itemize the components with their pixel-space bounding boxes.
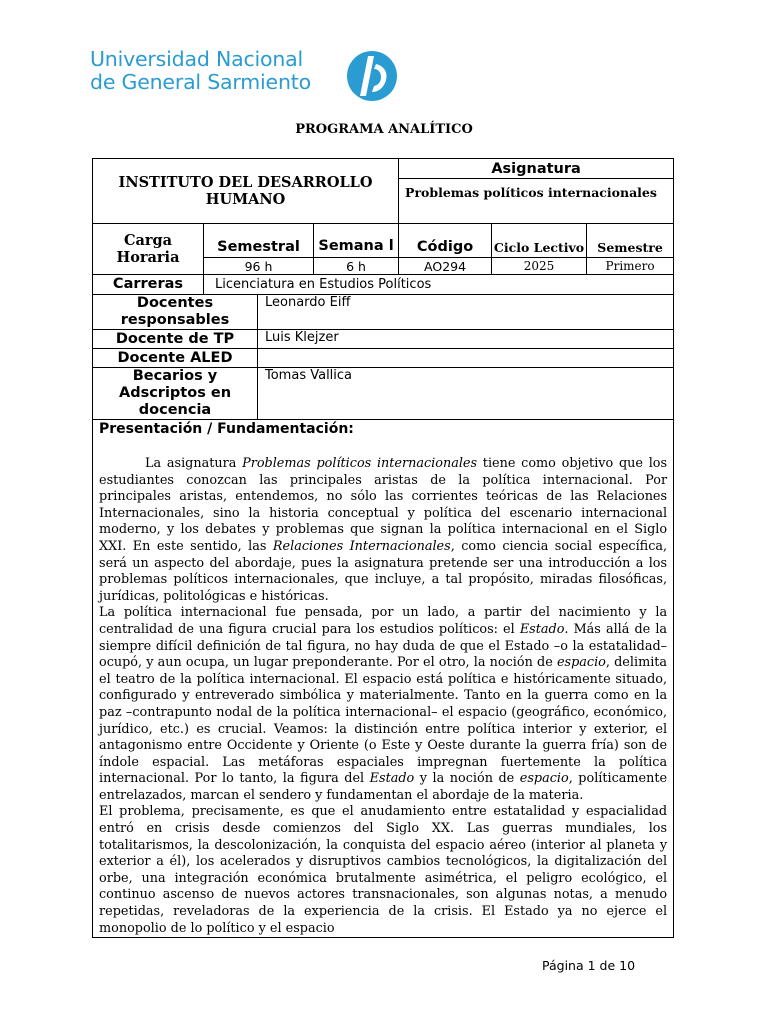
presentacion-body [99, 456, 667, 937]
semestral-label: Semestral [204, 224, 314, 258]
becarios-value: Tomas Vallica [258, 368, 674, 420]
paragraph-2: La política internacional fue pensada, por un lado, a partir del nacimiento y la centralidad de una figura crucial para los estudios políticos: el Estado. Más allá de la siempre difícil definición de tal figura, no hay duda de que el Estado –o la estatalidad– ocupó, y aun ocupa, un lugar preponderante. Por el otro, la noción de espacio, delimita el teatro de la política internacional. El espacio está política e históricamente situado, configurado y entreverado simbólica y materialmente. Tanto en la guerra como en la paz –contrapunto nodal de la política internacional– el espacio (geográfico, económico, jurídico, etc.) es crucial. Veamos: la distinción entre política interior y exterior, el antagonismo entre Occidente y Oriente (o Este y Oeste durante la guerra fría) son de índole espacial. Las metáforas espaciales impregnan fuertemente la política internacional. Por lo tanto, la figura del Estado y la noción de espacio, políticamente entrelazados, marcan el sendero y fundamentan el abordaje de la materia. [99, 605, 668, 803]
carga-horaria-label: Carga Horaria [93, 224, 204, 275]
italic-term: Estado [519, 621, 565, 637]
codigo-label: Código [399, 224, 492, 258]
italic-term: espacio [519, 771, 569, 787]
italic-term: Problemas políticos internacionales [242, 456, 478, 471]
docente-aled-label: Docente ALED [93, 349, 258, 368]
semestre-label: Semestre [587, 224, 674, 258]
logo-text [90, 48, 311, 94]
docente-tp-label: Docente de TP [93, 330, 258, 349]
page-number: Página 1 de 10 [542, 958, 636, 973]
ungs-emblem-icon [346, 50, 398, 102]
asignatura-label: Asignatura [399, 159, 674, 179]
docente-tp-value: Luis Klejzer [258, 330, 674, 349]
semestral-value: 96 h [204, 258, 314, 275]
document-title: PROGRAMA ANALÍTICO [295, 122, 473, 137]
paragraph-3: El problema, precisamente, es que el anudamiento entre estatalidad y espacialidad entró en crisis desde comienzos del Siglo XX. Las guerras mundiales, los totalitarismos, la descolonización, la conquista del espacio aéreo (interior al planeta y exterior a él), los acelerados y disruptivos cambios tecnológicos, la digitalización del orbe, una integración económica brutalmente asimétrica, el peligro ecológico, el continuo ascenso de nuevos actores transnacionales, son algunas notas, a menudo repetidas, reveladoras de la experiencia de la crisis. El Estado ya no ejerce el monopolio de lo político y el espacio [99, 804, 668, 936]
semestre-value: Primero [587, 258, 674, 275]
program-table [92, 158, 674, 938]
docente-aled-value [258, 349, 674, 368]
docentes-value: Leonardo Eiff [258, 295, 674, 330]
presentacion-section [93, 420, 674, 938]
italic-term: Estado [369, 771, 415, 787]
institute-name: INSTITUTO DEL DESARROLLO HUMANO [93, 159, 399, 224]
asignatura-value: Problemas políticos internacionales [399, 179, 674, 224]
presentacion-title: Presentación / Fundamentación: [99, 421, 354, 437]
semanal-value: 6 h [314, 258, 399, 275]
carreras-label: Carreras [93, 275, 204, 295]
carreras-value: Licenciatura en Estudios Políticos [204, 275, 674, 295]
ciclo-lectivo-value: 2025 [492, 258, 587, 275]
italic-term: Relaciones Internacionales [272, 538, 451, 554]
ciclo-lectivo-label: Ciclo Lectivo [492, 224, 587, 258]
italic-term: espacio [556, 655, 606, 671]
codigo-value: AO294 [399, 258, 492, 275]
logo-line-1: Universidad Nacional [90, 47, 304, 71]
docentes-label: Docentes responsables [93, 295, 258, 330]
becarios-label: Becarios y Adscriptos en docencia [93, 368, 258, 420]
logo-line-2: de General Sarmiento [90, 70, 311, 94]
university-logo [90, 48, 410, 104]
paragraph-1: La asignatura Problemas políticos internacionales tiene como objetivo que los estudiantes conozcan las principales aristas de la política internacional. Por principales aristas, entendemos, no sólo las corrientes teóricas de las Relaciones Internacionales, sino la historia conceptual y política del escenario internacional moderno, y los debates y problemas que signan la política internacional en el Siglo XXI. En este sentido, las Relaciones Internacionales, como ciencia social específica, será un aspecto del abordaje, pues la asignatura pretende ser una introducción a los problemas políticos internacionales, que incluye, a tal propósito, miradas filosóficas, jurídicas, politológicas e históricas. [99, 456, 668, 604]
semanal-label: Semana l [314, 224, 399, 258]
